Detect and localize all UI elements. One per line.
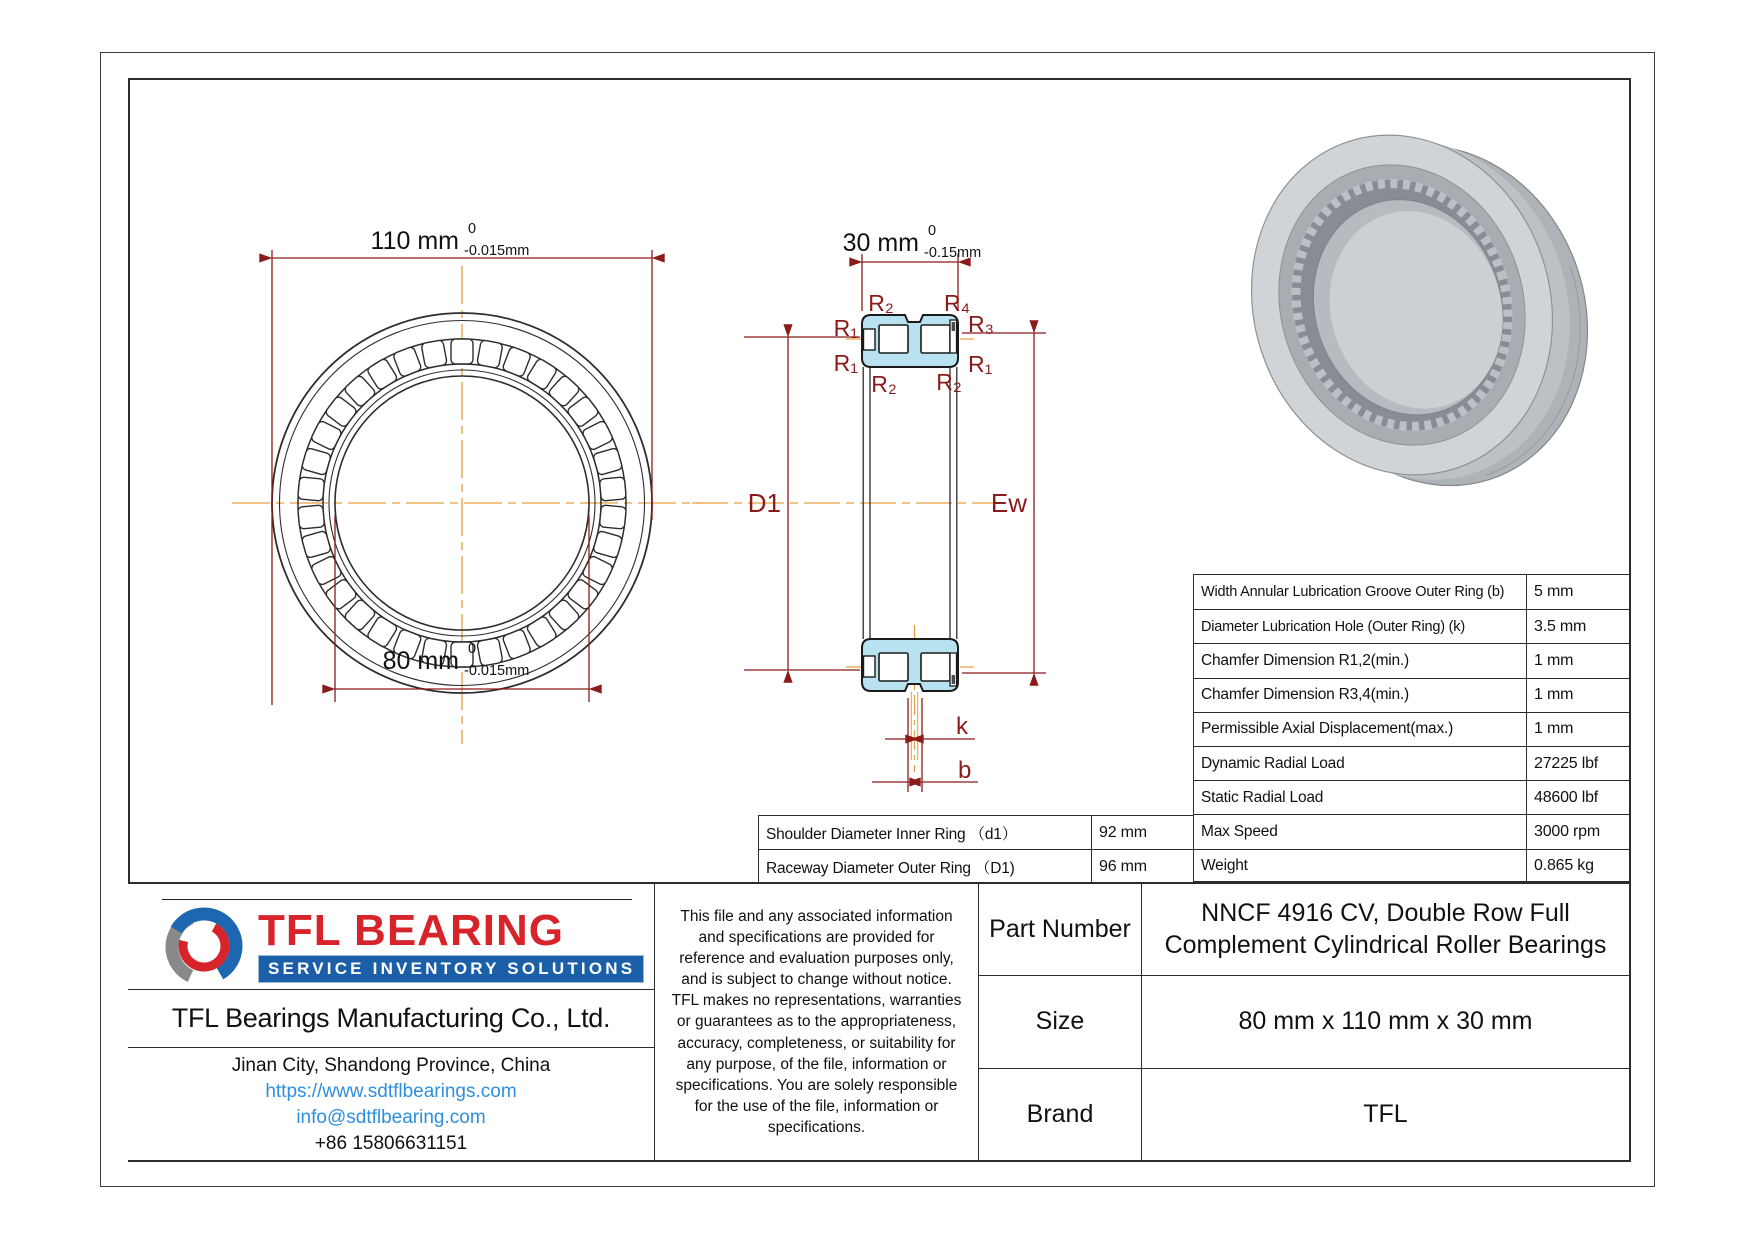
logo-rule	[162, 899, 632, 900]
section-upper-ring	[862, 315, 958, 367]
phone-number: +86 15806631151	[314, 1133, 468, 1154]
field-label: Size	[979, 976, 1142, 1067]
label-r1-lower-left: R₁	[833, 350, 858, 376]
roller	[477, 638, 503, 667]
spec-row-value: 48600 lbf	[1534, 788, 1599, 806]
field-value: 80 mm x 110 mm x 30 mm	[1238, 1007, 1533, 1036]
roller	[477, 340, 503, 369]
dim-outer-value: 110 mm	[370, 227, 459, 255]
roller-section	[879, 325, 908, 353]
roller	[301, 448, 331, 476]
bearing-3d-render	[1208, 86, 1631, 534]
table-row	[1194, 780, 1629, 814]
spec-row-label: Chamfer Dimension R3,4(min.)	[1194, 679, 1527, 712]
roller	[593, 448, 623, 476]
roller	[366, 358, 398, 391]
roller-section	[921, 325, 950, 353]
roller	[582, 555, 614, 586]
label-r2-bottom-right: R₂	[936, 369, 962, 395]
spec-row-label: Permissible Axial Displacement(max.)	[1194, 713, 1527, 746]
roller	[310, 555, 342, 586]
snap-ring	[952, 322, 955, 331]
logo-tagline: SERVICE INVENTORY SOLUTIONS	[258, 955, 644, 983]
field-row-brand	[979, 1069, 1629, 1160]
dim-outer-tol-top: 0	[468, 221, 477, 237]
section-view	[692, 223, 1046, 792]
roller	[421, 340, 447, 369]
label-r2-top-left: R₂	[868, 290, 894, 316]
table-row	[1194, 746, 1629, 780]
roller	[298, 505, 325, 529]
spec-row-value: 3000 rpm	[1534, 822, 1600, 840]
label-k: k	[956, 713, 968, 740]
spec-row-value: 5 mm	[1534, 583, 1574, 601]
field-label: Brand	[979, 1069, 1142, 1160]
label-r3-upper-right: R₃	[968, 311, 994, 337]
dim-width-value: 30 mm	[842, 229, 919, 257]
dim-bore-tol-top: 0	[468, 641, 477, 657]
spec-row-label: Width Annular Lubrication Groove Outer Ring (b)	[1194, 575, 1527, 609]
field-label: Part Number	[979, 884, 1142, 975]
snap-ring	[952, 675, 955, 684]
logo-cell	[128, 884, 654, 990]
spec-row-value: 0.865 kg	[1534, 857, 1594, 875]
tfl-logo-icon	[162, 904, 246, 988]
roller	[366, 615, 398, 648]
company-column	[128, 884, 654, 1160]
table-row	[1194, 575, 1629, 609]
table-row	[1194, 712, 1629, 746]
front-view	[232, 221, 700, 744]
disclaimer-cell	[654, 884, 979, 1160]
label-r1-lower-right: R₁	[968, 351, 993, 377]
inner-ring-lip	[864, 656, 876, 677]
table-row	[759, 816, 1194, 849]
roller	[526, 358, 558, 391]
logo-brand-text: TFL BEARING	[258, 906, 564, 955]
field-row-part-number	[979, 884, 1629, 976]
spec-row-label: Weight	[1194, 850, 1527, 883]
roller	[451, 339, 473, 364]
roller-section	[879, 653, 908, 681]
section-centerlines	[692, 339, 1002, 772]
table-row	[1194, 643, 1629, 677]
dimension-table	[758, 815, 1195, 883]
spec-row-label: Diameter Lubrication Hole (Outer Ring) (k)	[1194, 610, 1527, 643]
label-ew: Ew	[990, 488, 1027, 518]
roller	[502, 346, 532, 377]
roller	[310, 420, 342, 451]
dim-row-label: Shoulder Diameter Inner Ring （d1）	[759, 816, 1092, 849]
spec-row-value: 1 mm	[1534, 686, 1574, 704]
field-value: NNCF 4916 CV, Double Row Full Complement Cylindrical Roller Bearings	[1164, 899, 1607, 959]
table-row	[1194, 609, 1629, 643]
company-name: TFL Bearings Manufacturing Co., Ltd.	[128, 990, 654, 1048]
roller	[593, 530, 623, 558]
dim-outer-tol-bottom: -0.015mm	[464, 243, 530, 259]
dim-width-tol-bottom: -0.15mm	[924, 245, 982, 261]
website-link[interactable]: https://www.sdtflbearings.com	[265, 1081, 517, 1102]
label-b: b	[958, 757, 972, 784]
table-row	[759, 849, 1194, 882]
spec-row-label: Max Speed	[1194, 815, 1527, 848]
dim-row-label: Raceway Diameter Outer Ring （D1)	[759, 850, 1092, 882]
field-value: TFL	[1363, 1099, 1408, 1128]
spec-row-label: Static Radial Load	[1194, 781, 1527, 814]
disclaimer-text: This file and any associated information and specifications are provided for reference and evaluation purposes only, and is subject to change without notice. TFL makes no representations, warranties or guarantees as to the appropriateness, accuracy, completeness, or suitability for any purpose, of the file, information or specifications. You are solely responsible for the use of the file, information or specifications.	[671, 908, 962, 1136]
roller	[502, 629, 532, 660]
label-d1: D1	[747, 488, 781, 518]
roller	[301, 530, 331, 558]
label-r4-top-right: R₄	[944, 290, 970, 316]
table-row	[1194, 849, 1629, 883]
title-block	[128, 882, 1629, 1160]
inner-ring-lip	[864, 329, 876, 350]
dim-width-tol-top: 0	[928, 223, 937, 239]
spec-row-value: 1 mm	[1534, 720, 1574, 738]
table-row	[1194, 814, 1629, 848]
spec-row-value: 3.5 mm	[1534, 617, 1587, 635]
spec-table	[1193, 574, 1630, 882]
section-lower-ring	[862, 639, 958, 691]
roller	[582, 420, 614, 451]
dim-row-value: 96 mm	[1099, 857, 1147, 875]
roller	[526, 615, 558, 648]
roller-section	[921, 653, 950, 681]
part-info-fields	[979, 884, 1629, 1160]
roller	[298, 477, 325, 501]
dim-row-value: 92 mm	[1099, 823, 1147, 841]
roller	[599, 477, 626, 501]
company-address: Jinan City, Shandong Province, China	[231, 1055, 551, 1076]
spec-row-label: Dynamic Radial Load	[1194, 747, 1527, 780]
dim-bore-tol-bottom: -0.015mm	[464, 663, 530, 679]
spec-row-value: 1 mm	[1534, 651, 1574, 669]
label-r1-upper-left: R₁	[833, 315, 858, 341]
table-row	[1194, 678, 1629, 712]
dim-bore-value: 80 mm	[382, 647, 459, 675]
email-link[interactable]: info@sdtflbearing.com	[296, 1107, 486, 1128]
spec-row-label: Chamfer Dimension R1,2(min.)	[1194, 644, 1527, 677]
field-row-size	[979, 976, 1629, 1068]
roller	[599, 505, 626, 529]
spec-row-value: 27225 lbf	[1534, 754, 1599, 772]
contact-info	[128, 1048, 654, 1162]
label-r2-bottom-left: R₂	[871, 371, 897, 397]
roller	[392, 346, 422, 377]
